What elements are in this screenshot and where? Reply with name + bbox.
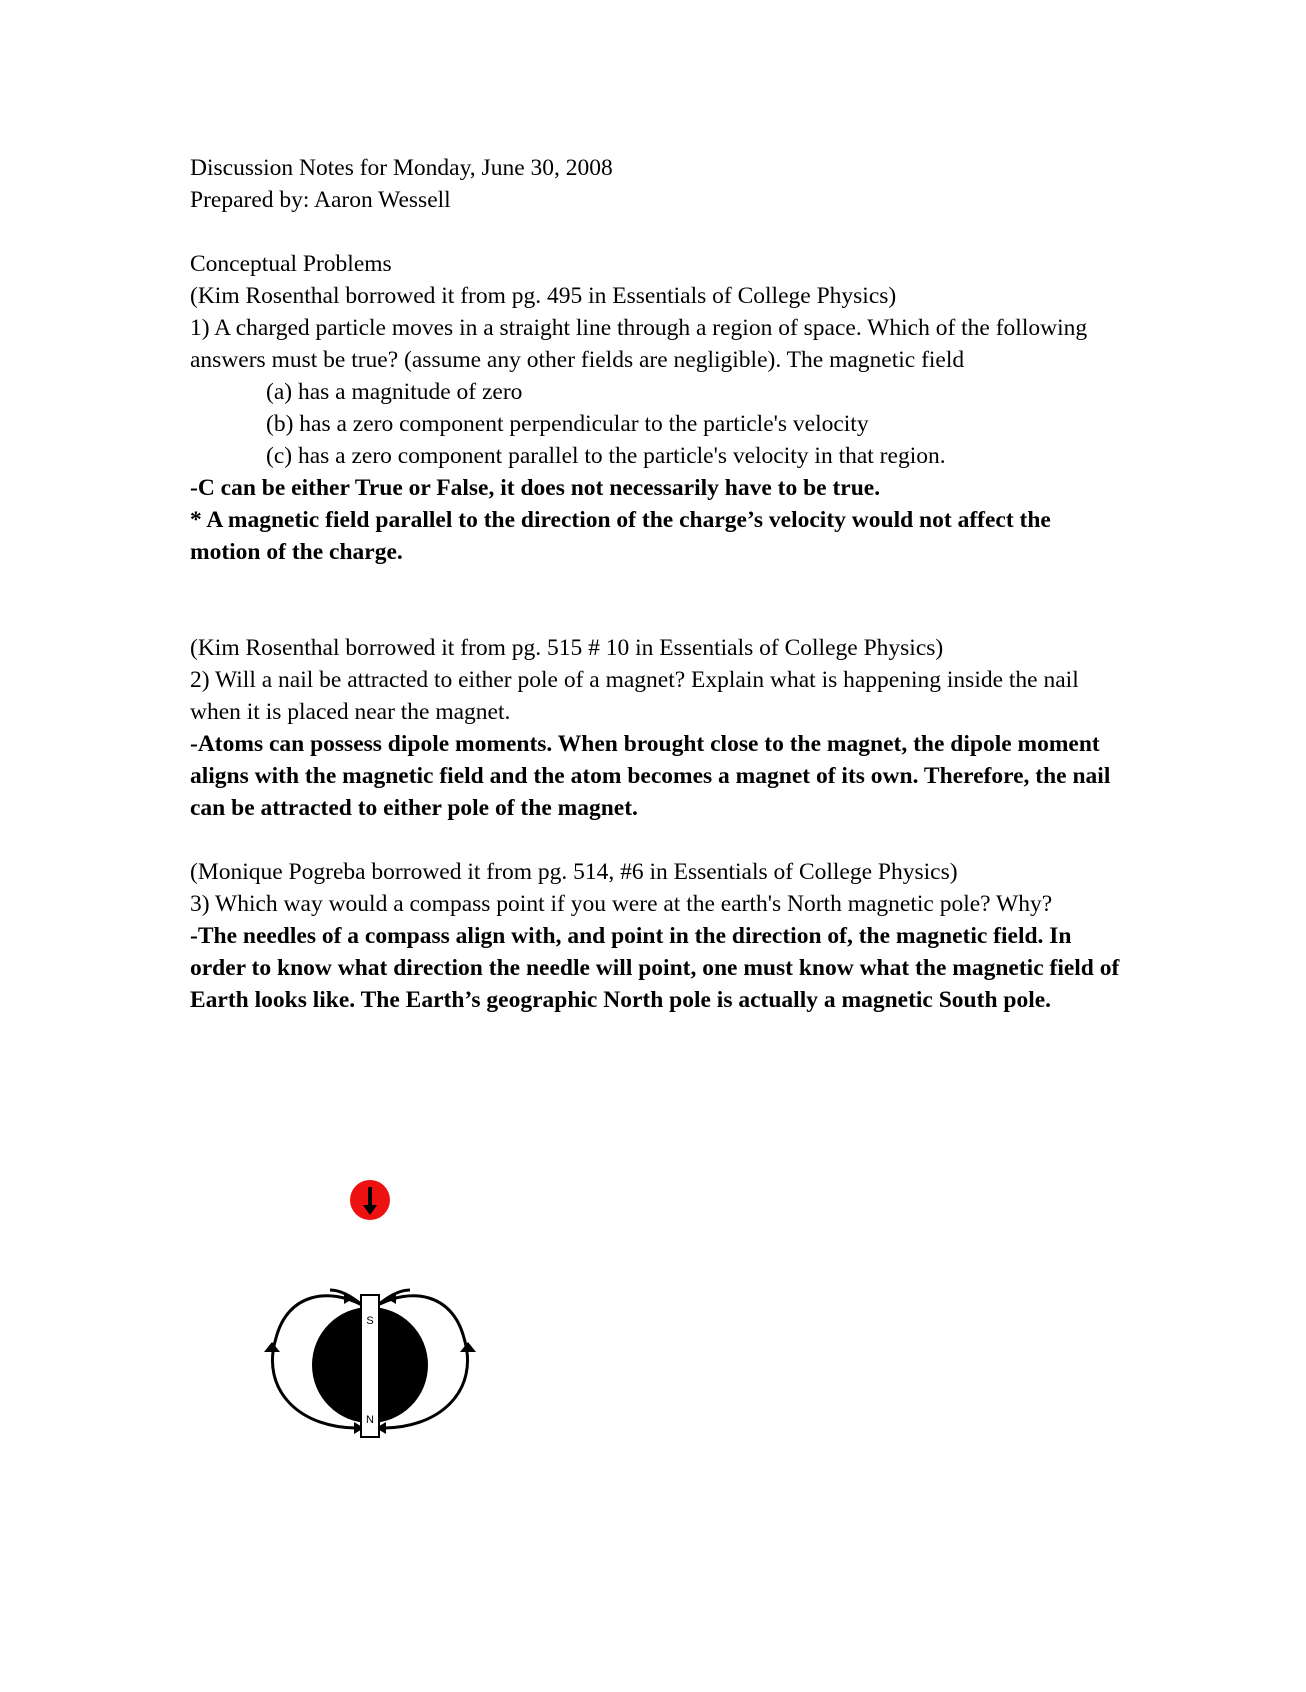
problem-1-question: 1) A charged particle moves in a straight line through a region of space. Which of the following answers must be true? (assume any other fields are negligible). The magnetic field: [190, 315, 1088, 373]
document-title: Discussion Notes for Monday, June 30, 2008: [190, 155, 613, 181]
problem-2-question: 2) Will a nail be attracted to either pole of a magnet? Explain what is happening inside the nail when it is placed near the magnet.: [190, 667, 1079, 725]
problem-1-answer-note: * A magnetic field parallel to the direction of the charge’s velocity would not affect the motion of the charge.: [190, 507, 1051, 565]
problem-3-question: 3) Which way would a compass point if you were at the earth's North magnetic pole? Why?: [190, 891, 1053, 917]
problem-1-answer: -C can be either True or False, it does not necessarily have to be true.: [190, 475, 881, 501]
earth-magnetic-field-diagram: [260, 1180, 500, 1480]
problem-1-option-a: (a) has a magnitude of zero: [266, 379, 523, 405]
spacer: [190, 824, 1120, 856]
spacer: [190, 568, 1120, 632]
document-body: [190, 152, 1120, 1016]
compass-icon: [350, 1180, 390, 1220]
arrow-right-up-icon: [460, 1342, 476, 1352]
bar-magnet-top-label: S: [366, 1315, 374, 1327]
problem-1-option-c: (c) has a zero component parallel to the particle's velocity in that region.: [266, 443, 946, 469]
problem-3-source: (Monique Pogreba borrowed it from pg. 514, #6 in Essentials of College Physics): [190, 859, 958, 885]
problem-2-answer: -Atoms can possess dipole moments. When brought close to the magnet, the dipole moment aligns with the magnetic field and the atom becomes a magnet of its own. Therefore, the nail can be attracted to either pole of the magnet.: [190, 731, 1111, 821]
section-title: Conceptual Problems: [190, 251, 392, 277]
problem-1-source: (Kim Rosenthal borrowed it from pg. 495 in Essentials of College Physics): [190, 283, 897, 309]
arrow-left-up-icon: [264, 1342, 280, 1352]
prepared-by: Prepared by: Aaron Wessell: [190, 187, 451, 213]
problem-3-answer: -The needles of a compass align with, and point in the direction of, the magnetic field. In order to know what direction the needle will point, one must know what the magnetic field of Earth looks like. The Earth’s geographic North pole is actually a magnetic South pole.: [190, 923, 1120, 1013]
bar-magnet-bottom-label: N: [366, 1414, 374, 1426]
problem-1-option-b: (b) has a zero component perpendicular to the particle's velocity: [266, 411, 869, 437]
problem-2-source: (Kim Rosenthal borrowed it from pg. 515 # 10 in Essentials of College Physics): [190, 635, 944, 661]
spacer: [190, 216, 1120, 248]
